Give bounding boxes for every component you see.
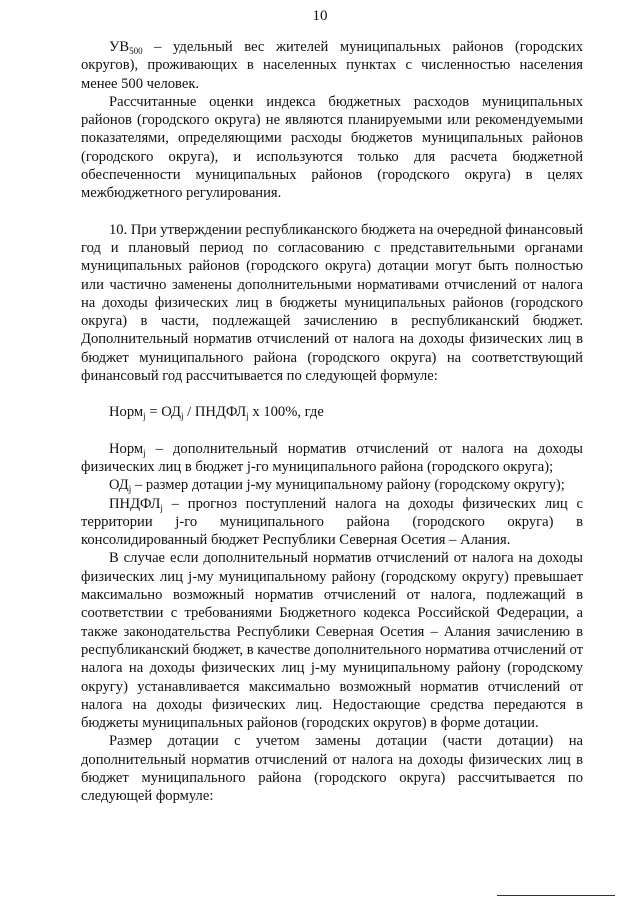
spacer (81, 385, 583, 403)
definition-norm-term: Норм (109, 440, 144, 457)
formula-od-term: = ОД (145, 404, 181, 421)
formula-norm-term: Норм (109, 404, 144, 421)
spacer (81, 422, 583, 440)
definition-pndfl-text: – прогноз поступлений налога на доходы физических лиц с территории j-го муниципального района (городского округа) в консолидированный бюджет Республики Северная Осетия – Алания. (81, 495, 583, 549)
footer-rule (497, 895, 615, 896)
formula-od-subscript: j (180, 411, 184, 422)
definition-od-subscript: j (128, 484, 132, 495)
paragraph-estimates: Рассчитанные оценки индекса бюджетных расходов муниципальных районов (городского округа) не являются планируемыми или рекомендуемыми показателями, определяющими расходы бюджетов муниципальных районов (городского округа), и используются только для расчета бюджетной обеспеченности муниципальных районов (городского округа) в целях межбюджетного регулирования. (81, 93, 583, 202)
page-number: 10 (312, 8, 328, 24)
uv500-term: УВ (109, 39, 130, 55)
spacer (81, 203, 583, 221)
definition-pndfl (81, 495, 583, 550)
definition-od (81, 476, 583, 494)
formula-pndfl-term: / ПНДФЛ (183, 404, 247, 421)
document-body (81, 38, 583, 806)
definition-norm (81, 440, 583, 477)
paragraph-subsidy-size: Размер дотации с учетом замены дотации (части дотации) на дополнительный норматив отчислений от налога на доходы физических лиц в бюджет муниципального района (городского округа) рассчитывается по следующей формуле: (81, 733, 583, 805)
definition-norm-subscript: j (143, 447, 146, 458)
paragraph-uv500-definition (81, 38, 583, 93)
definition-pndfl-term: ПНДФЛ (109, 495, 161, 512)
uv500-subscript: 500 (129, 46, 143, 56)
paragraph-item-10: 10. При утверждении республиканского бюджета на очередной финансовый год и плановый период по согласованию с представительными органами муниципальных районов (городского округа) дотации могут быть полностью или частично заменены дополнительными нормативами отчислений от налога на доходы физических лиц в бюджеты муниципальных районов (городского округа) в части, подлежащей зачислению в республиканский бюджет. Дополнительный норматив отчислений от налога на доходы физических лиц в бюджет муниципального района (городского округа) на соответствующий финансовый год рассчитывается по следующей формуле: (81, 221, 583, 385)
formula-pndfl-subscript: j (246, 411, 249, 422)
definition-pndfl-subscript: j (160, 502, 163, 513)
definition-norm-text: – дополнительный норматив отчислений от налога на доходы физических лиц в бюджет j-го муниципального района (городского округа); (81, 440, 583, 475)
paragraph-excess-case: В случае если дополнительный норматив отчислений от налога на доходы физических лиц j-му муниципальному району (городскому округу) превышает максимально возможный норматив отчислений от налога, подлежащий в соответствии с требованиями Бюджетного кодекса Российской Федерации, а также законодательства Республики Северная Осетия – Алания зачислению в республиканский бюджет, в качестве дополнительного норматива отчислений от налога на доходы физических лиц j-му муниципальному району (городскому округу) устанавливается максимально возможный норматив отчислений от налога на доходы физических лиц. Недостающие средства передаются в бюджеты муниципальных районов (городских округов) в форме дотации. (81, 550, 583, 732)
definition-od-term: ОД (109, 477, 129, 494)
uv500-definition-text: – удельный вес жителей муниципальных районов (городских округов), проживающих в населенных пунктах с численностью населения менее 500 человек. (81, 39, 583, 92)
formula-norm-subscript: j (143, 411, 146, 422)
formula-norm (81, 403, 583, 421)
formula-tail: х 100%, где (248, 404, 324, 421)
definition-od-text: – размер дотации j-му муниципальному району (городскому округу); (131, 477, 565, 494)
